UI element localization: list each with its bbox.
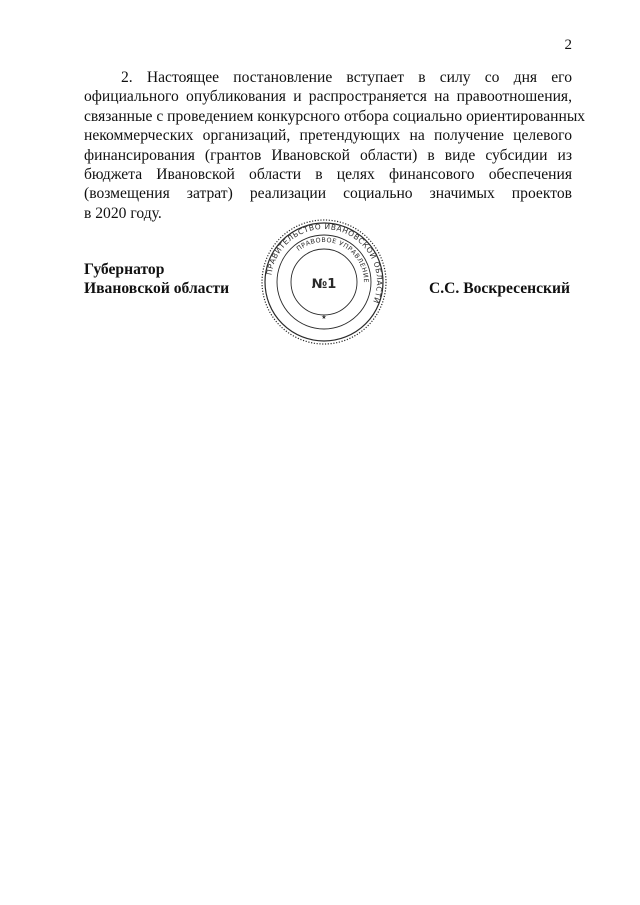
signatory-region: Ивановской области [84, 280, 230, 297]
paragraph-line: бюджета Ивановской области в целях финансового обеспечения [84, 166, 572, 184]
paragraph-line: 2. Настоящее постановление вступает в силу со дня его [121, 69, 572, 86]
seal-outer-text: ПРАВИТЕЛЬСТВО ИВАНОВСКОЙ ОБЛАСТИ [264, 221, 385, 305]
page-number: 2 [564, 37, 572, 53]
official-seal [260, 218, 388, 346]
signatory-title: Губернатор [84, 261, 165, 278]
svg-text:ПРАВИТЕЛЬСТВО ИВАНОВСКОЙ ОБЛАС [264, 222, 384, 305]
paragraph-line: официального опубликования и распространяется на правоотношения, [84, 88, 572, 106]
paragraph-line: некоммерческих организаций, претендующих на получение целевого [84, 127, 572, 145]
paragraph-line: финансирования (грантов Ивановской области) в виде субсидии из [84, 146, 572, 164]
seal-star-icon: ★ [321, 314, 327, 321]
seal-center-text: №1 [311, 277, 337, 292]
signatory-position [84, 260, 229, 298]
paragraph-line: (возмещения затрат) реализации социально значимых проектов [84, 185, 572, 203]
paragraph-line: в 2020 году. [84, 204, 162, 222]
paragraph-line: связанные с проведением конкурсного отбора социально ориентированных [84, 107, 586, 125]
signatory-name: С.С. Воскресенский [429, 280, 570, 297]
resolution-paragraph [84, 68, 586, 223]
seal-inner-text: ПРАВОВОЕ УПРАВЛЕНИЕ [294, 235, 371, 284]
